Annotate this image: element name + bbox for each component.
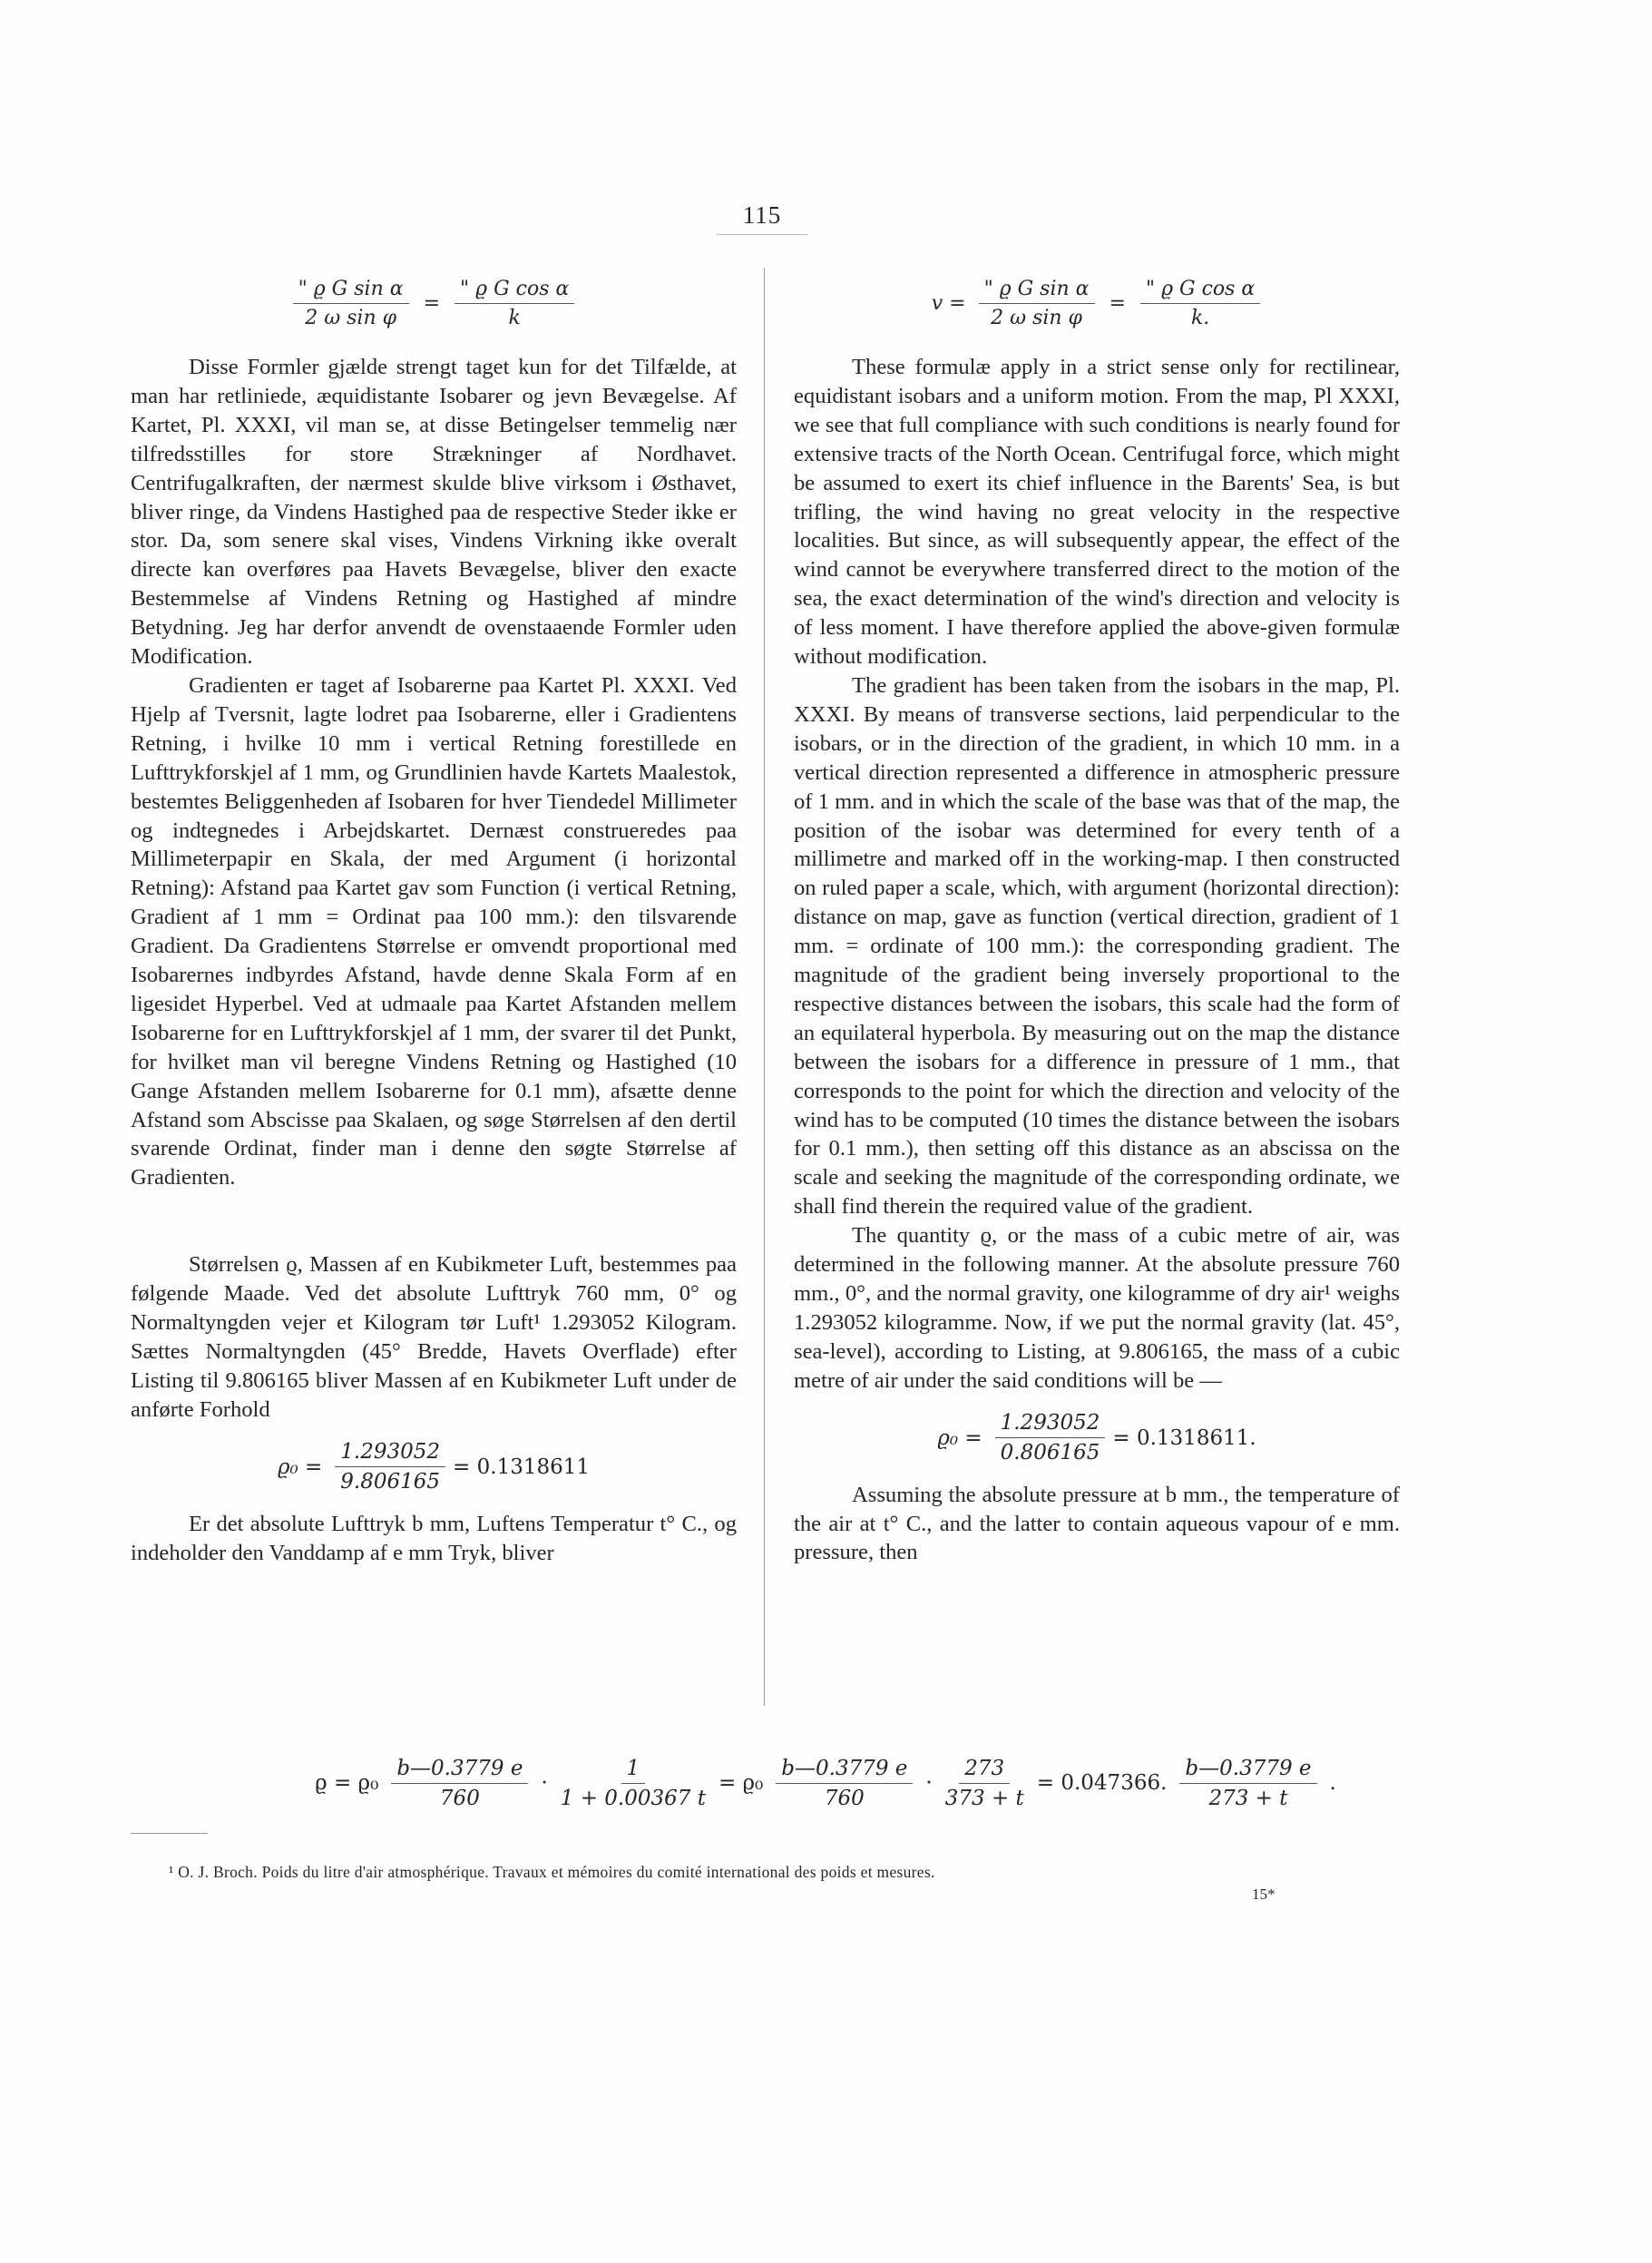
fraction-numerator: " ϱ G sin α (293, 278, 409, 304)
fraction (979, 278, 1095, 329)
paragraph: Disse Formler gjælde strengt taget kun for det Tilfælde, at man har retliniede, æquidistante Isobarer og jevn Bevægelse. Af Kartet, Pl. XXXI, vil man se, at disse Betingelser temmelig nær tilfredsstilles for store Strækninger af Nordhavet. Centrifugalkraften, der nærmest skulde blive virksom i Østhavet, bliver ringe, da Vindens Hastighed paa de respective Steder ikke er stor. Da, som senere skal vises, Vindens Virkning ikke overalt directe kan overføres paa Havets Bevægelse, bliver den exacte Bestemmelse af Vindens Retning og Hastighed af mindre Betydning. Jeg har derfor anvendt de ovenstaaende Formler uden Modification. (131, 355, 737, 670)
formula-result: = 0.1318611. (1112, 1425, 1256, 1450)
fraction-denominator: 373 + t (944, 1786, 1024, 1810)
fraction-denominator: 0.806165 (1000, 1441, 1100, 1465)
fraction (1179, 1757, 1316, 1810)
fraction (455, 278, 574, 329)
velocity-formula-left (131, 259, 737, 348)
fraction (945, 1757, 1024, 1810)
equals-sign: = (1109, 291, 1126, 315)
paragraph: Assuming the absolute pressure at b mm., the temperature of the air at t° C., and the latter to contain aqueous vapour of e mm. pressure, then (794, 1482, 1400, 1565)
formula-equals: = ϱ₀ (718, 1771, 764, 1795)
fraction-numerator: b—0.3779 e (391, 1757, 528, 1784)
fraction-numerator: " ϱ G cos α (455, 278, 574, 304)
fraction-numerator: 273 (959, 1757, 1010, 1784)
fraction-denominator: 9.806165 (340, 1470, 441, 1494)
fraction-numerator: b—0.3779 e (776, 1757, 913, 1784)
fraction-denominator: 273 + t (1208, 1786, 1288, 1810)
formula-lhs: ϱ = ϱ₀ (315, 1771, 379, 1795)
footnote: ¹ O. J. Broch. Poids du litre d'air atmosphérique. Travaux et mémoires du comité international des poids et mesures. (169, 1863, 935, 1881)
fraction (391, 1757, 528, 1810)
left-column (131, 259, 737, 1568)
fraction-denominator: 760 (439, 1786, 480, 1810)
fraction-numerator: 1.293052 (995, 1411, 1106, 1438)
rho0-formula-left (131, 1425, 737, 1510)
formula-result: = 0.1318611 (453, 1455, 591, 1479)
fraction (995, 1411, 1106, 1465)
fraction-numerator: " ϱ G sin α (979, 278, 1095, 304)
fraction-denominator: k. (1190, 306, 1210, 329)
rho0-formula-right (794, 1396, 1400, 1481)
fraction-denominator: 2 ω sin φ (991, 306, 1082, 329)
column-divider (764, 268, 765, 1706)
paragraph: Gradienten er taget af Isobarerne paa Kartet Pl. XXXI. Ved Hjelp af Tversnit, lagte lodret paa Isobarerne, eller i Gradientens Retning, i hvilke 10 mm i vertical Retning forestillede en Lufttrykforskjel af 1 mm, og Grundlinien havde Kartets Maalestok, bestemtes Beliggenheden af Isobaren for hver Tiendedel Millimeter og indtegnedes i Arbejdskartet. Dernæst construeredes paa Millimeterpapir en Skala, der med Argument (i horizontal Retning): Afstand paa Kartet gav som Function (i vertical Retning, Gradient af 1 mm = Ordinat paa 100 mm.): den tilsvarende Gradient. Da Gradientens Størrelse er omvendt proportional med Isobarernes indbyrdes Afstand, havde denne Skala Form af en ligesidet Hyperbel. Ved at udmaale paa Kartet Afstanden mellem Isobarerne for en Lufttrykforskjel af 1 mm, der svarer til det Punkt, for hvilket man vil beregne Vindens Retning og Hastighed (10 Gange Afstanden mellem Isobarerne for 0.1 mm), afsætte denne Afstand som Abscisse paa Skalaen, og søge Størrelsen af den dertil svarende Ordinat, finder man i denne den søgte Størrelse af Gradienten. (131, 672, 737, 1190)
right-column (794, 259, 1400, 1567)
signature-mark: 15* (1252, 1886, 1276, 1903)
density-formula (181, 1747, 1470, 1819)
formula-lhs: ϱ₀ = (277, 1455, 323, 1479)
paragraph: The gradient has been taken from the isobars in the map, Pl. XXXI. By means of transverse sections, laid perpendicular to the isobars, or in the direction of the gradient, in which 10 mm. in a vertical direction represented a difference in atmospheric pressure of 1 mm. and in which the scale of the base was that of the map, the position of the isobar was determined for every tenth of a millimetre and marked off in the working-map. I then constructed on ruled paper a scale, which, with argument (horizontal direction): distance on map, gave as function (vertical direction, gradient of 1 mm. = ordinate of 100 mm.): the corresponding gradient. The magnitude of the gradient being inversely proportional to the respective distances between the isobars, this scale had the form of an equilateral hyperbola. By measuring out on the map the distance between the isobars for a difference in pressure of 1 mm., that corresponds to the point for which the direction and velocity of the wind has to be computed (10 times the distance between the isobars for 0.1 mm.), then setting off this distance as an abscissa on the scale and seeking the magnitude of the corresponding ordinate, we shall find therein the required value of the gradient. (794, 672, 1400, 1220)
formula-lhs: v = (931, 291, 966, 315)
fraction (293, 278, 409, 329)
velocity-formula-right (794, 259, 1400, 348)
equals-sign: = (423, 291, 441, 315)
formula-equals: = 0.047366. (1036, 1771, 1168, 1795)
paragraph: Er det absolute Lufttryk b mm, Luftens Temperatur t° C., og indeholder den Vanddamp af e mm Tryk, bliver (131, 1511, 737, 1565)
fraction-numerator: 1 (621, 1757, 646, 1784)
paragraph: The quantity ϱ, or the mass of a cubic metre of air, was determined in the following manner. At the absolute pressure 760 mm., 0°, and the normal gravity, one kilogramme of dry air¹ weighs 1.293052 kilogramme. Now, if we put the normal gravity (lat. 45°, sea-level), according to Listing, at 9.806165, the mass of a cubic metre of air under the said conditions will be — (794, 1223, 1400, 1393)
multiply-dot: · (541, 1771, 548, 1795)
fraction (335, 1440, 445, 1494)
fraction (561, 1757, 706, 1810)
footnote-rule (131, 1833, 208, 1834)
fraction-denominator: 2 ω sin φ (305, 306, 397, 329)
formula-end: . (1329, 1771, 1336, 1795)
page-number-rule (717, 234, 807, 235)
page-number: 115 (742, 201, 782, 229)
fraction-denominator: k (508, 306, 521, 329)
formula-lhs: ϱ₀ = (937, 1425, 982, 1450)
paragraph: Størrelsen ϱ, Massen af en Kubikmeter Luft, bestemmes paa følgende Maade. Ved det absolute Lufttryk 760 mm, 0° og Normaltyngden vejer et Kilogram tør Luft¹ 1.293052 Kilogram. Sættes Normaltyngden (45° Bredde, Havets Overflade) efter Listing til 9.806165 bliver Massen af en Kubikmeter Luft under de anførte Forhold (131, 1252, 737, 1422)
fraction-denominator: 760 (824, 1786, 865, 1810)
multiply-dot: · (925, 1771, 933, 1795)
fraction-numerator: 1.293052 (335, 1440, 445, 1467)
fraction-denominator: 1 + 0.00367 t (560, 1786, 706, 1810)
fraction-numerator: b—0.3779 e (1179, 1757, 1316, 1784)
fraction (776, 1757, 913, 1810)
fraction-numerator: " ϱ G cos α (1140, 278, 1260, 304)
paragraph: These formulæ apply in a strict sense only for rectilinear, equidistant isobars and a uniform motion. From the map, Pl XXXI, we see that full compliance with such conditions is nearly found for extensive tracts of the North Ocean. Centrifugal force, which might be assumed to exert its chief influence in the Barents' Sea, is but trifling, the wind having no great velocity in the respective localities. But since, as will subsequently appear, the effect of the wind cannot be everywhere transferred direct to the motion of the sea, the exact determination of the wind's direction and velocity is of less moment. I have therefore applied the above-given formulæ without modification. (794, 355, 1400, 670)
fraction (1140, 278, 1260, 329)
